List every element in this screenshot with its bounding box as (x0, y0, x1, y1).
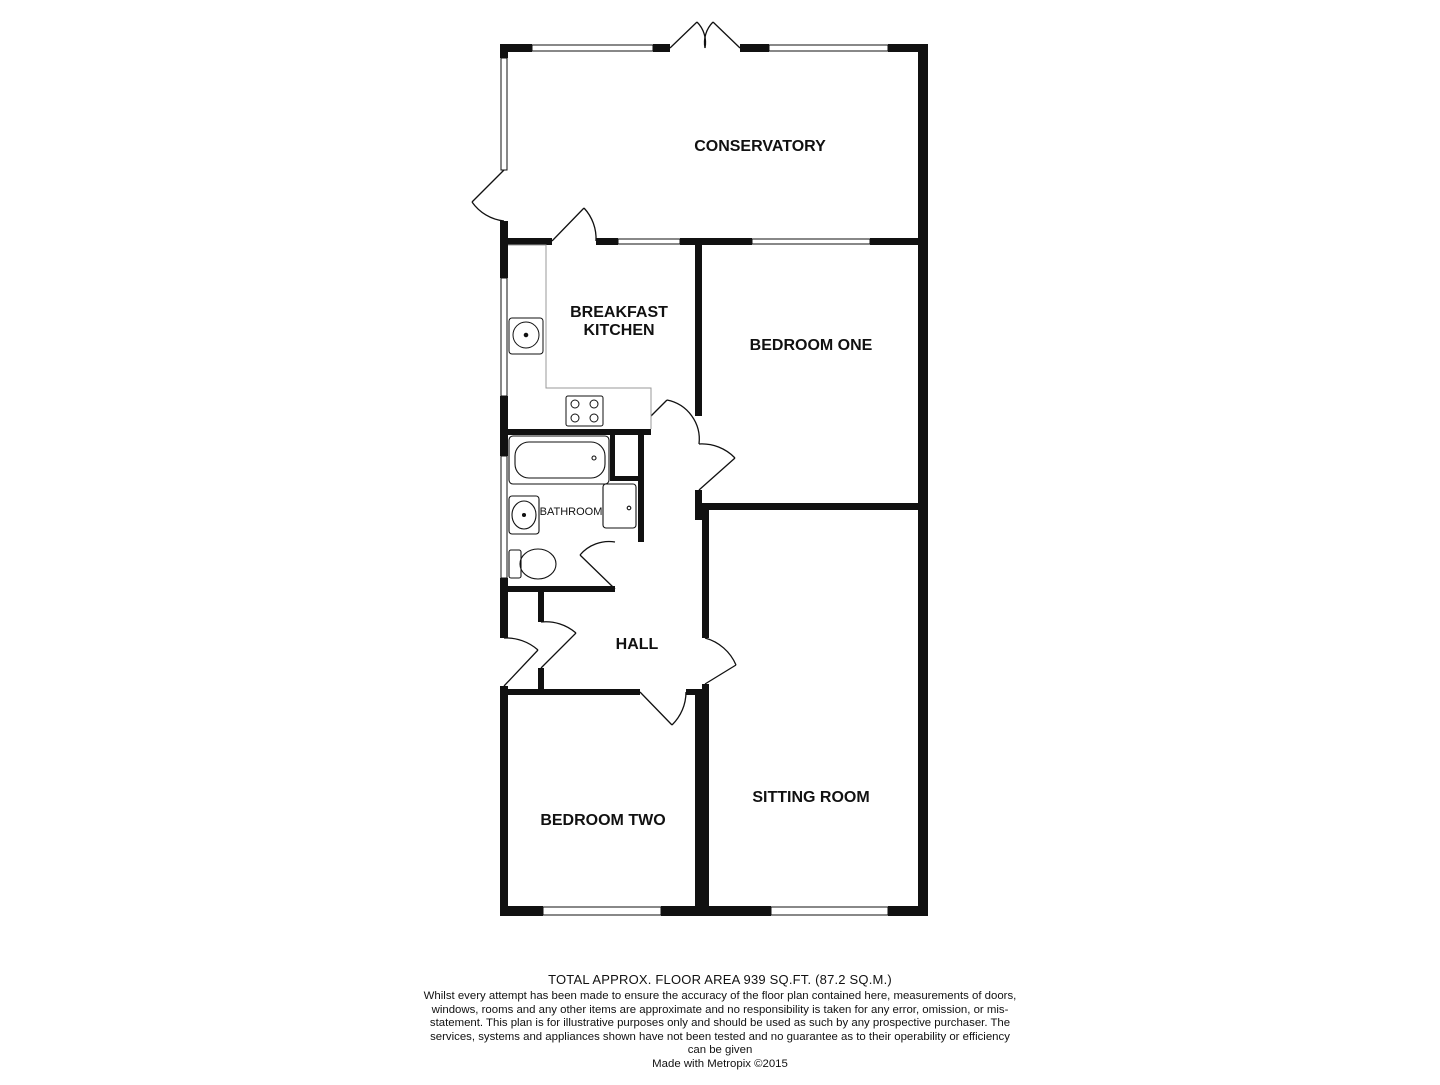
bath-icon (509, 436, 609, 484)
label-conservatory: CONSERVATORY (694, 138, 826, 155)
label-breakfast-kitchen-2: KITCHEN (583, 322, 655, 339)
label-sitting-room: SITTING ROOM (752, 789, 870, 806)
label-bathroom: BATHROOM (539, 506, 603, 518)
shower-tray-icon (603, 484, 636, 528)
credit-text: Made with Metropix ©2015 (652, 1057, 788, 1070)
floor-plan-footer (0, 972, 1440, 1072)
walls (500, 44, 928, 916)
label-bedroom-one: BEDROOM ONE (749, 337, 873, 354)
total-floor-area: TOTAL APPROX. FLOOR AREA 939 SQ.FT. (87.2 SQ.M.) (548, 972, 892, 987)
label-bedroom-two: BEDROOM TWO (540, 812, 666, 829)
label-breakfast-kitchen-1: BREAKFAST (570, 304, 668, 321)
hob-icon (566, 396, 603, 426)
windows (501, 45, 888, 915)
label-hall: HALL (615, 636, 659, 653)
kitchen-sink-icon (509, 318, 543, 354)
wash-basin-icon (509, 496, 539, 534)
toilet-icon (509, 549, 556, 579)
disclaimer-text: Whilst every attempt has been made to ensure the accuracy of the floor plan contained here, measurements of doors, windows, rooms and any other items are approximate and no responsibility is taken for any error, omission, or mis-statement. This plan is for illustrative purposes only and should be used as such by any prospective purchaser. The services, systems and appliances shown have not been tested and no guarantee as to their operability or efficiency can be given (423, 990, 1017, 1057)
